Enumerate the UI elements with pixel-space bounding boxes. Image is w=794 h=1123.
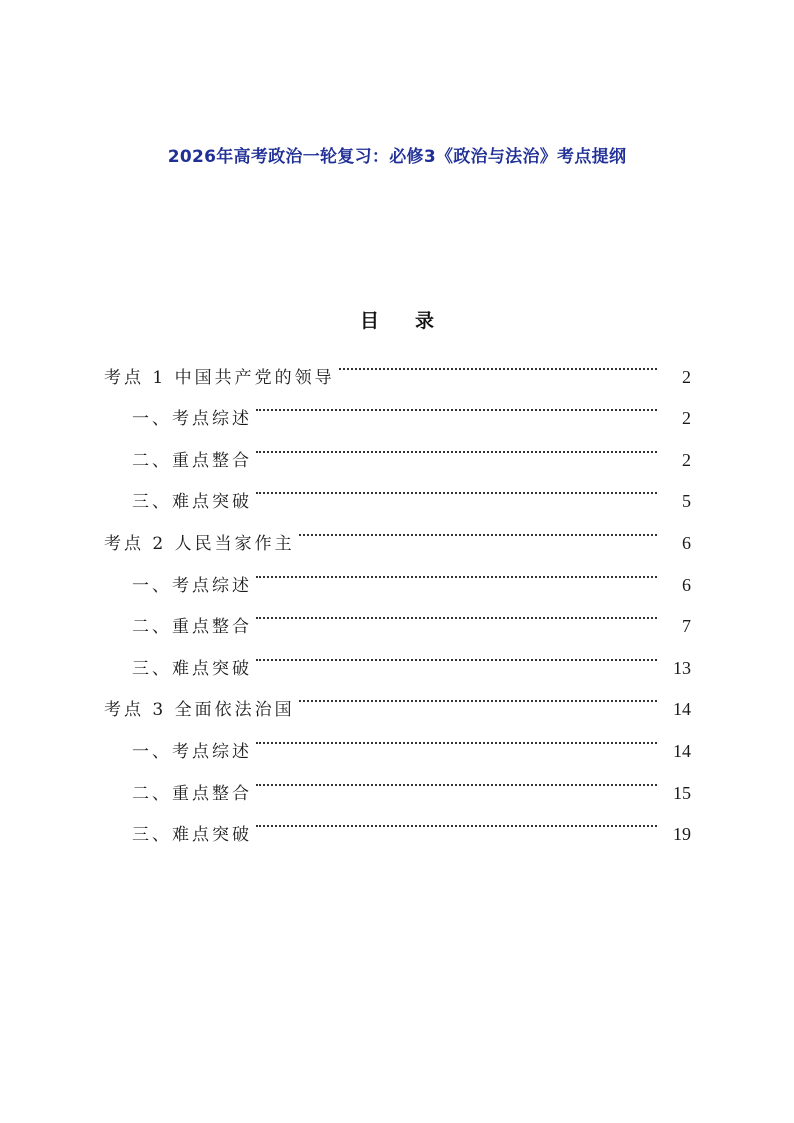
toc-entry-page: 19 [673,824,691,845]
toc-leader-dots [256,591,657,633]
toc-leader-dots [299,507,657,549]
toc-entry-label: 一、考点综述 [132,741,252,762]
toc-leader-dots [256,757,657,799]
toc-leader-dots [256,424,657,466]
toc-leader-dots [256,799,657,841]
toc-entry-label: 二、重点整合 [132,617,252,638]
toc-entry-page: 7 [682,616,691,637]
toc-heading: 目录 [359,310,470,332]
document-title: 2026年高考政治一轮复习：必修3《政治与法治》考点提纲 [167,147,627,167]
toc-entry-page: 2 [682,366,691,387]
toc-leader-dots [299,674,657,716]
toc-entry-page: 6 [682,574,691,595]
toc-entry-label: 一、考点综述 [132,409,252,430]
toc-entry-page: 2 [682,449,691,470]
toc-leader-dots [256,549,657,591]
toc-entry-page: 13 [673,657,691,678]
toc-leader-dots [256,632,657,674]
toc-leader-dots [256,715,657,757]
toc-entry[interactable] [104,341,691,388]
toc-entry-page: 6 [682,532,691,553]
toc-entry-page: 14 [673,699,691,720]
toc-leader-dots [339,341,657,383]
toc-entry-page: 15 [673,782,691,803]
toc-entry-label: 考点 3 全面依法治国 [104,700,295,721]
toc-entry-label: 二、重点整合 [132,450,252,471]
toc-entry-page: 14 [673,740,691,761]
toc-entry-label: 考点 2 人民当家作主 [104,533,295,554]
toc-entry-label: 三、难点突破 [132,492,252,513]
toc-entry-label: 二、重点整合 [132,783,252,804]
table-of-contents [104,341,691,846]
toc-entry-label: 一、考点综述 [132,575,252,596]
toc-entry-label: 三、难点突破 [132,658,252,679]
toc-entry-label: 三、难点突破 [132,825,252,846]
toc-leader-dots [256,383,657,425]
toc-entry-page: 5 [682,491,691,512]
toc-entry-page: 2 [682,408,691,429]
toc-leader-dots [256,466,657,508]
toc-entry-label: 考点 1 中国共产党的领导 [104,367,335,388]
